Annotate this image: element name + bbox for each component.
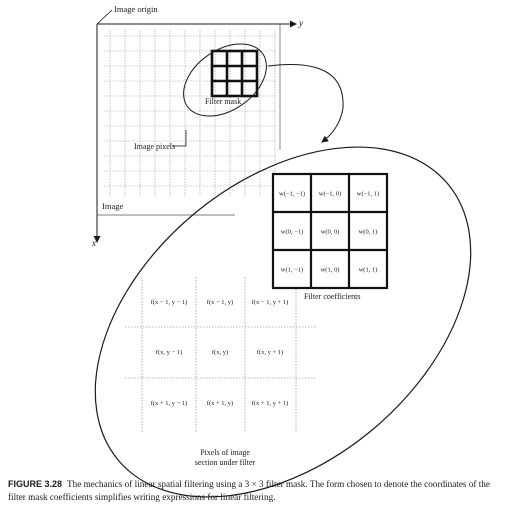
pixel-cell: f(x, y − 1) <box>155 349 183 356</box>
pixel-cell: f(x + 1, y) <box>206 400 234 407</box>
coefficient-cell: w(1, 1) <box>358 266 378 274</box>
coefficient-cell: w(1, 0) <box>320 266 340 274</box>
caption-text: The mechanics of linear spatial filtering using a 3 × 3 filter mask. The form chosen to denote the coordinates of the filter mask coefficients simplifies writing expressions for linear filtering. <box>8 479 490 502</box>
filter-coefficients-label: Filter coefficients <box>304 292 361 301</box>
figure-caption <box>8 478 503 503</box>
y-axis-label: y <box>299 18 303 28</box>
coefficient-cell: w(0, 0) <box>320 228 340 236</box>
pixel-cell: f(x, y + 1) <box>256 349 284 356</box>
pixel-cells <box>151 299 289 407</box>
zoom-arrow <box>268 65 343 142</box>
pixel-cell: f(x − 1, y + 1) <box>251 299 289 306</box>
image-grid <box>104 30 276 196</box>
coefficient-cell: w(−1, 0) <box>318 190 342 198</box>
pixel-cell: f(x − 1, y − 1) <box>150 299 188 306</box>
coefficient-cell: w(−1, −1) <box>278 190 306 198</box>
image-origin-leader <box>97 10 112 24</box>
image-label: Image <box>102 201 124 211</box>
x-axis-label: x <box>92 238 96 248</box>
filter-mask-label: Filter mask <box>205 97 242 106</box>
image-origin-label: Image origin <box>114 4 158 14</box>
figure-label: FIGURE 3.28 <box>8 479 63 489</box>
coefficient-cell: w(0, 1) <box>358 228 378 236</box>
coefficient-cell: w(−1, 1) <box>356 190 380 198</box>
coefficient-cell: w(0, −1) <box>280 228 304 236</box>
filter-mask <box>212 51 257 96</box>
pixel-cell: f(x + 1, y − 1) <box>150 400 188 407</box>
pixel-cell: f(x, y) <box>211 349 229 356</box>
magnified-ellipse <box>28 77 508 519</box>
coefficient-cell: w(1, −1) <box>280 266 304 274</box>
pixels-under-filter-label-1: Pixels of image <box>200 448 250 457</box>
pixel-cell: f(x + 1, y + 1) <box>251 400 289 407</box>
pixel-cell: f(x − 1, y) <box>206 299 234 306</box>
image-pixels-label: Image pixels <box>134 142 176 151</box>
pixels-under-filter-label-2: section under filter <box>194 458 256 467</box>
